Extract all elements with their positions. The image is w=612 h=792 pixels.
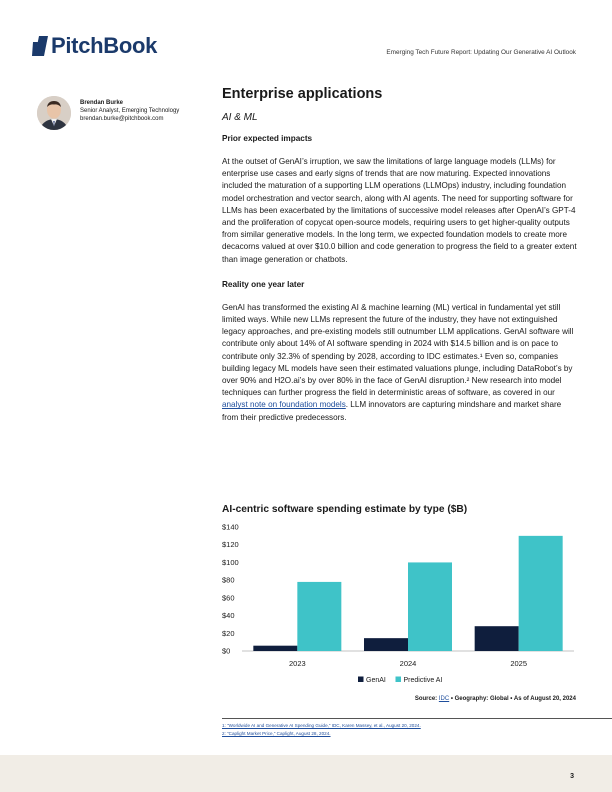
legend-label: Predictive AI bbox=[403, 677, 443, 684]
bar-genai-2025 bbox=[475, 626, 519, 651]
y-tick-label: $100 bbox=[222, 557, 239, 567]
footnote-1[interactable]: 1: “Worldwide AI and Generative AI Spending Guide,” IDC, Karen Massey, et al., August 20, 2024. bbox=[222, 723, 421, 728]
y-tick-label: $40 bbox=[222, 611, 235, 621]
prior-heading: Prior expected impacts bbox=[222, 134, 313, 143]
source-prefix: Source: bbox=[414, 696, 439, 702]
bar-genai-2024 bbox=[364, 638, 408, 651]
main-content bbox=[222, 86, 578, 424]
legend-swatch bbox=[396, 677, 402, 683]
legend-swatch bbox=[358, 677, 364, 683]
spending-bar-chart bbox=[222, 520, 578, 720]
prior-paragraph: At the outset of GenAI’s irruption, we saw the limitations of large language models (LLMs) for enterprise use cases and early signs of trends that are now maturing. Expected innovations included the maturation of a supporting LLM operations (LLMOps) industry, including foundation model orchestration and vector search, along with AI agents. The need for supporting software for LLMs has been exacerbated by the limitations of successive model releases after OpenAI’s GPT-4 and the proliferation of copycat open-source models, requiring users to get higher-quality outputs from similar generative models. In the long term, we expected foundation models to create more decacorns valued at over $10.0 billion and code generation to progress the field to a greater extent than image generation or chatbots. bbox=[222, 157, 577, 264]
y-tick-label: $20 bbox=[222, 628, 235, 638]
footnote-divider bbox=[222, 718, 612, 719]
x-tick-label: 2025 bbox=[510, 659, 528, 668]
page-number: 3 bbox=[570, 773, 574, 780]
bar-genai-2023 bbox=[253, 646, 297, 651]
author-email: brendan.burke@pitchbook.com bbox=[80, 116, 164, 122]
section-title: Enterprise applications bbox=[222, 86, 383, 102]
author-title: Senior Analyst, Emerging Technology bbox=[80, 108, 180, 114]
y-tick-label: $0 bbox=[222, 646, 231, 656]
bar-predictive-ai-2025 bbox=[519, 536, 563, 651]
chart-source bbox=[415, 696, 576, 702]
pitchbook-logo-mark-icon bbox=[32, 36, 48, 56]
report-title: Emerging Tech Future Report: Updating Our Generative AI Outlook bbox=[386, 49, 576, 56]
reality-text-1: GenAI has transformed the existing AI & machine learning (ML) vertical in fundamental yet still limited ways. While new LLMs represent the future of the industry, they have not extinguished legacy approaches, and pre-existing models still outnumber LLM applications. GenAI software will contribute only about 14% of AI software spending in 2024 with $14.5 billion and is on pace to contribute only 32.3% of spending by 2028, according to IDC estimates.¹ Even so, companies building legacy ML models have seen their estimated valuations plunge, including DataRobot’s by over 90% and H2O.ai’s by over 80% in the face of GenAI disruption.² New research into model techniques can further progress the field in deterministic areas of software, as covered in our bbox=[222, 302, 574, 398]
x-tick-label: 2024 bbox=[399, 659, 417, 668]
reality-heading: Reality one year later bbox=[222, 279, 305, 289]
author-block bbox=[37, 96, 179, 130]
bar-predictive-ai-2023 bbox=[297, 582, 341, 651]
footnote-2[interactable]: 2: “Caplight Market Price,” Caplight, August 28, 2024. bbox=[222, 731, 331, 736]
bar-predictive-ai-2024 bbox=[408, 562, 452, 651]
logo-text: PitchBook bbox=[51, 33, 158, 58]
author-photo-icon bbox=[37, 96, 71, 130]
source-idc-link[interactable]: IDC bbox=[438, 696, 450, 702]
analyst-note-link[interactable]: analyst note on foundation models bbox=[222, 400, 346, 410]
y-tick-label: $60 bbox=[222, 593, 235, 603]
reality-paragraph bbox=[222, 302, 578, 424]
y-tick-label: $120 bbox=[222, 540, 239, 550]
reality-text-2: . LLM innovators are capturing mindshare and market share from their predictive predecessors. bbox=[222, 400, 562, 422]
chart-title: AI-centric software spending estimate by type ($B) bbox=[222, 504, 468, 515]
pitchbook-logo bbox=[32, 33, 157, 59]
y-tick-label: $80 bbox=[222, 575, 235, 585]
legend-label: GenAI bbox=[366, 677, 386, 684]
author-name: Brendan Burke bbox=[80, 100, 124, 106]
avatar bbox=[37, 96, 71, 130]
section-subtitle: AI & ML bbox=[222, 112, 258, 123]
source-rest: • Geography: Global • As of August 20, 2024 bbox=[449, 696, 576, 702]
page-footer bbox=[0, 755, 612, 792]
x-tick-label: 2023 bbox=[288, 659, 306, 668]
y-tick-label: $140 bbox=[222, 522, 239, 532]
